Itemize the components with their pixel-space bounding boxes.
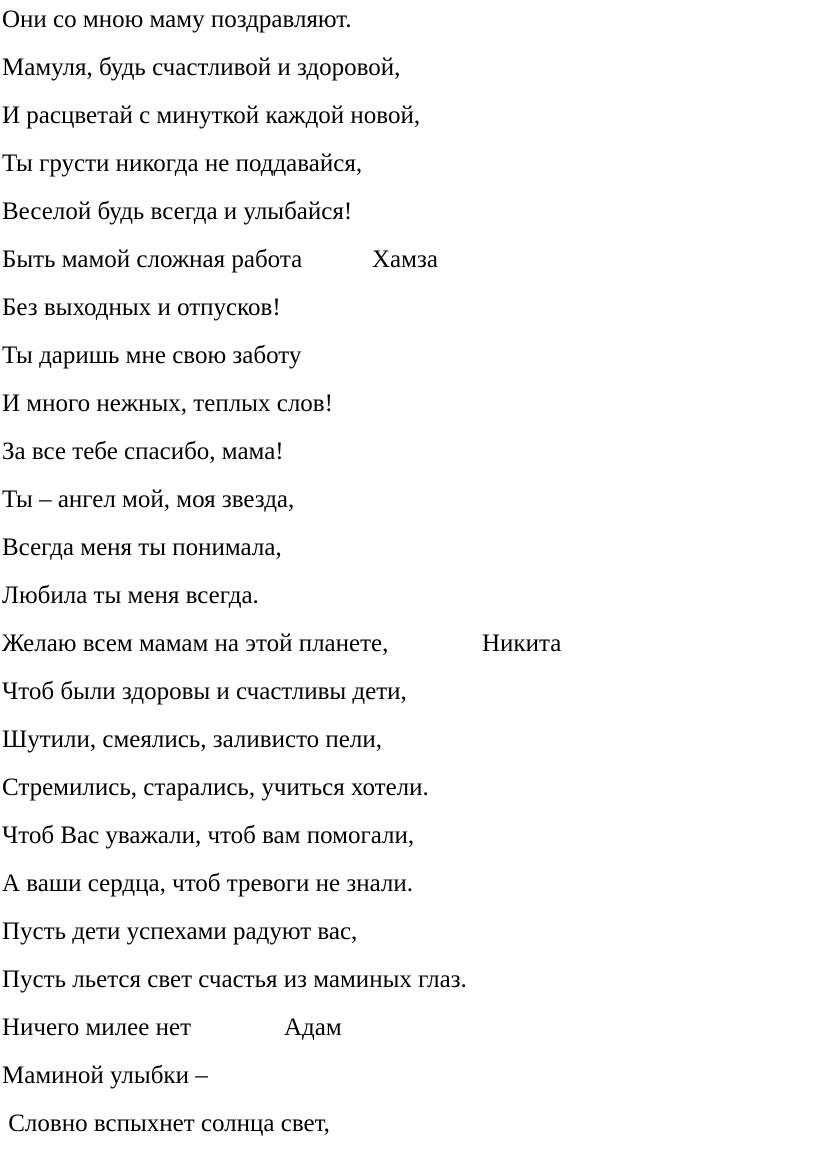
poem-line [2,44,400,92]
line-text: Словно вспыхнет солнца свет, [2,1110,330,1137]
line-text: За все тебе спасибо, мама! [2,438,284,465]
line-text: Ты грусти никогда не поддавайся, [2,150,363,177]
poem-line [2,668,407,716]
line-text: Шутили, смеялись, заливисто пели, [2,726,382,753]
poem-line [2,956,467,1004]
line-text: Ты – ангел мой, моя звезда, [2,486,295,513]
poem-line [2,92,420,140]
poem-line [2,524,282,572]
poem-line [2,284,281,332]
author-name: Хамза [372,246,438,273]
line-text: Всегда меня ты понимала, [2,534,282,561]
line-text: Чтоб Вас уважали, чтоб вам помогали, [2,822,415,849]
line-text: Любила ты меня всегда. [2,582,259,609]
author-name: Никита [482,630,562,657]
line-text: И много нежных, теплых слов! [2,390,333,417]
poem-line [2,428,284,476]
line-text: Желаю всем мамам на этой планете, [2,630,389,657]
poem-line [2,380,333,428]
poem-line [2,0,352,44]
poem-line [2,620,562,668]
poem-line [2,1004,342,1052]
poem-line [2,860,413,908]
poem-line [2,1100,330,1148]
line-text: Пусть льется свет счастья из маминых глаз. [2,966,467,993]
author-name: Адам [284,1014,342,1041]
poem-line [2,1052,208,1100]
poem-line [2,908,357,956]
line-text: Веселой будь всегда и улыбайся! [2,198,353,225]
poem-line [2,812,414,860]
poem-line [2,332,301,380]
poem-line [2,572,259,620]
line-text: Ты даришь мне свою заботу [2,342,302,369]
line-text: Стремились, старались, учиться хотели. [2,774,429,801]
poem-line [2,188,352,236]
poem-line [2,476,294,524]
line-text: Они со мною маму поздравляют. [2,6,352,33]
poem-line [2,764,429,812]
line-text: Пусть дети успехами радуют вас, [2,918,358,945]
line-text: Ничего милее нет [2,1014,192,1041]
poem-line [2,140,362,188]
line-text: Без выходных и отпусков! [2,294,281,321]
line-text: А ваши сердца, чтоб тревоги не знали. [2,870,413,897]
poem-line [2,716,382,764]
line-text: Быть мамой сложная работа [2,246,303,273]
line-text: И расцветай с минуткой каждой новой, [2,102,421,129]
line-text: Маминой улыбки – [2,1062,208,1089]
line-text: Чтоб были здоровы и счастливы дети, [2,678,407,705]
poem-line [2,236,438,284]
line-text: Мамуля, будь счастливой и здоровой, [2,54,401,81]
